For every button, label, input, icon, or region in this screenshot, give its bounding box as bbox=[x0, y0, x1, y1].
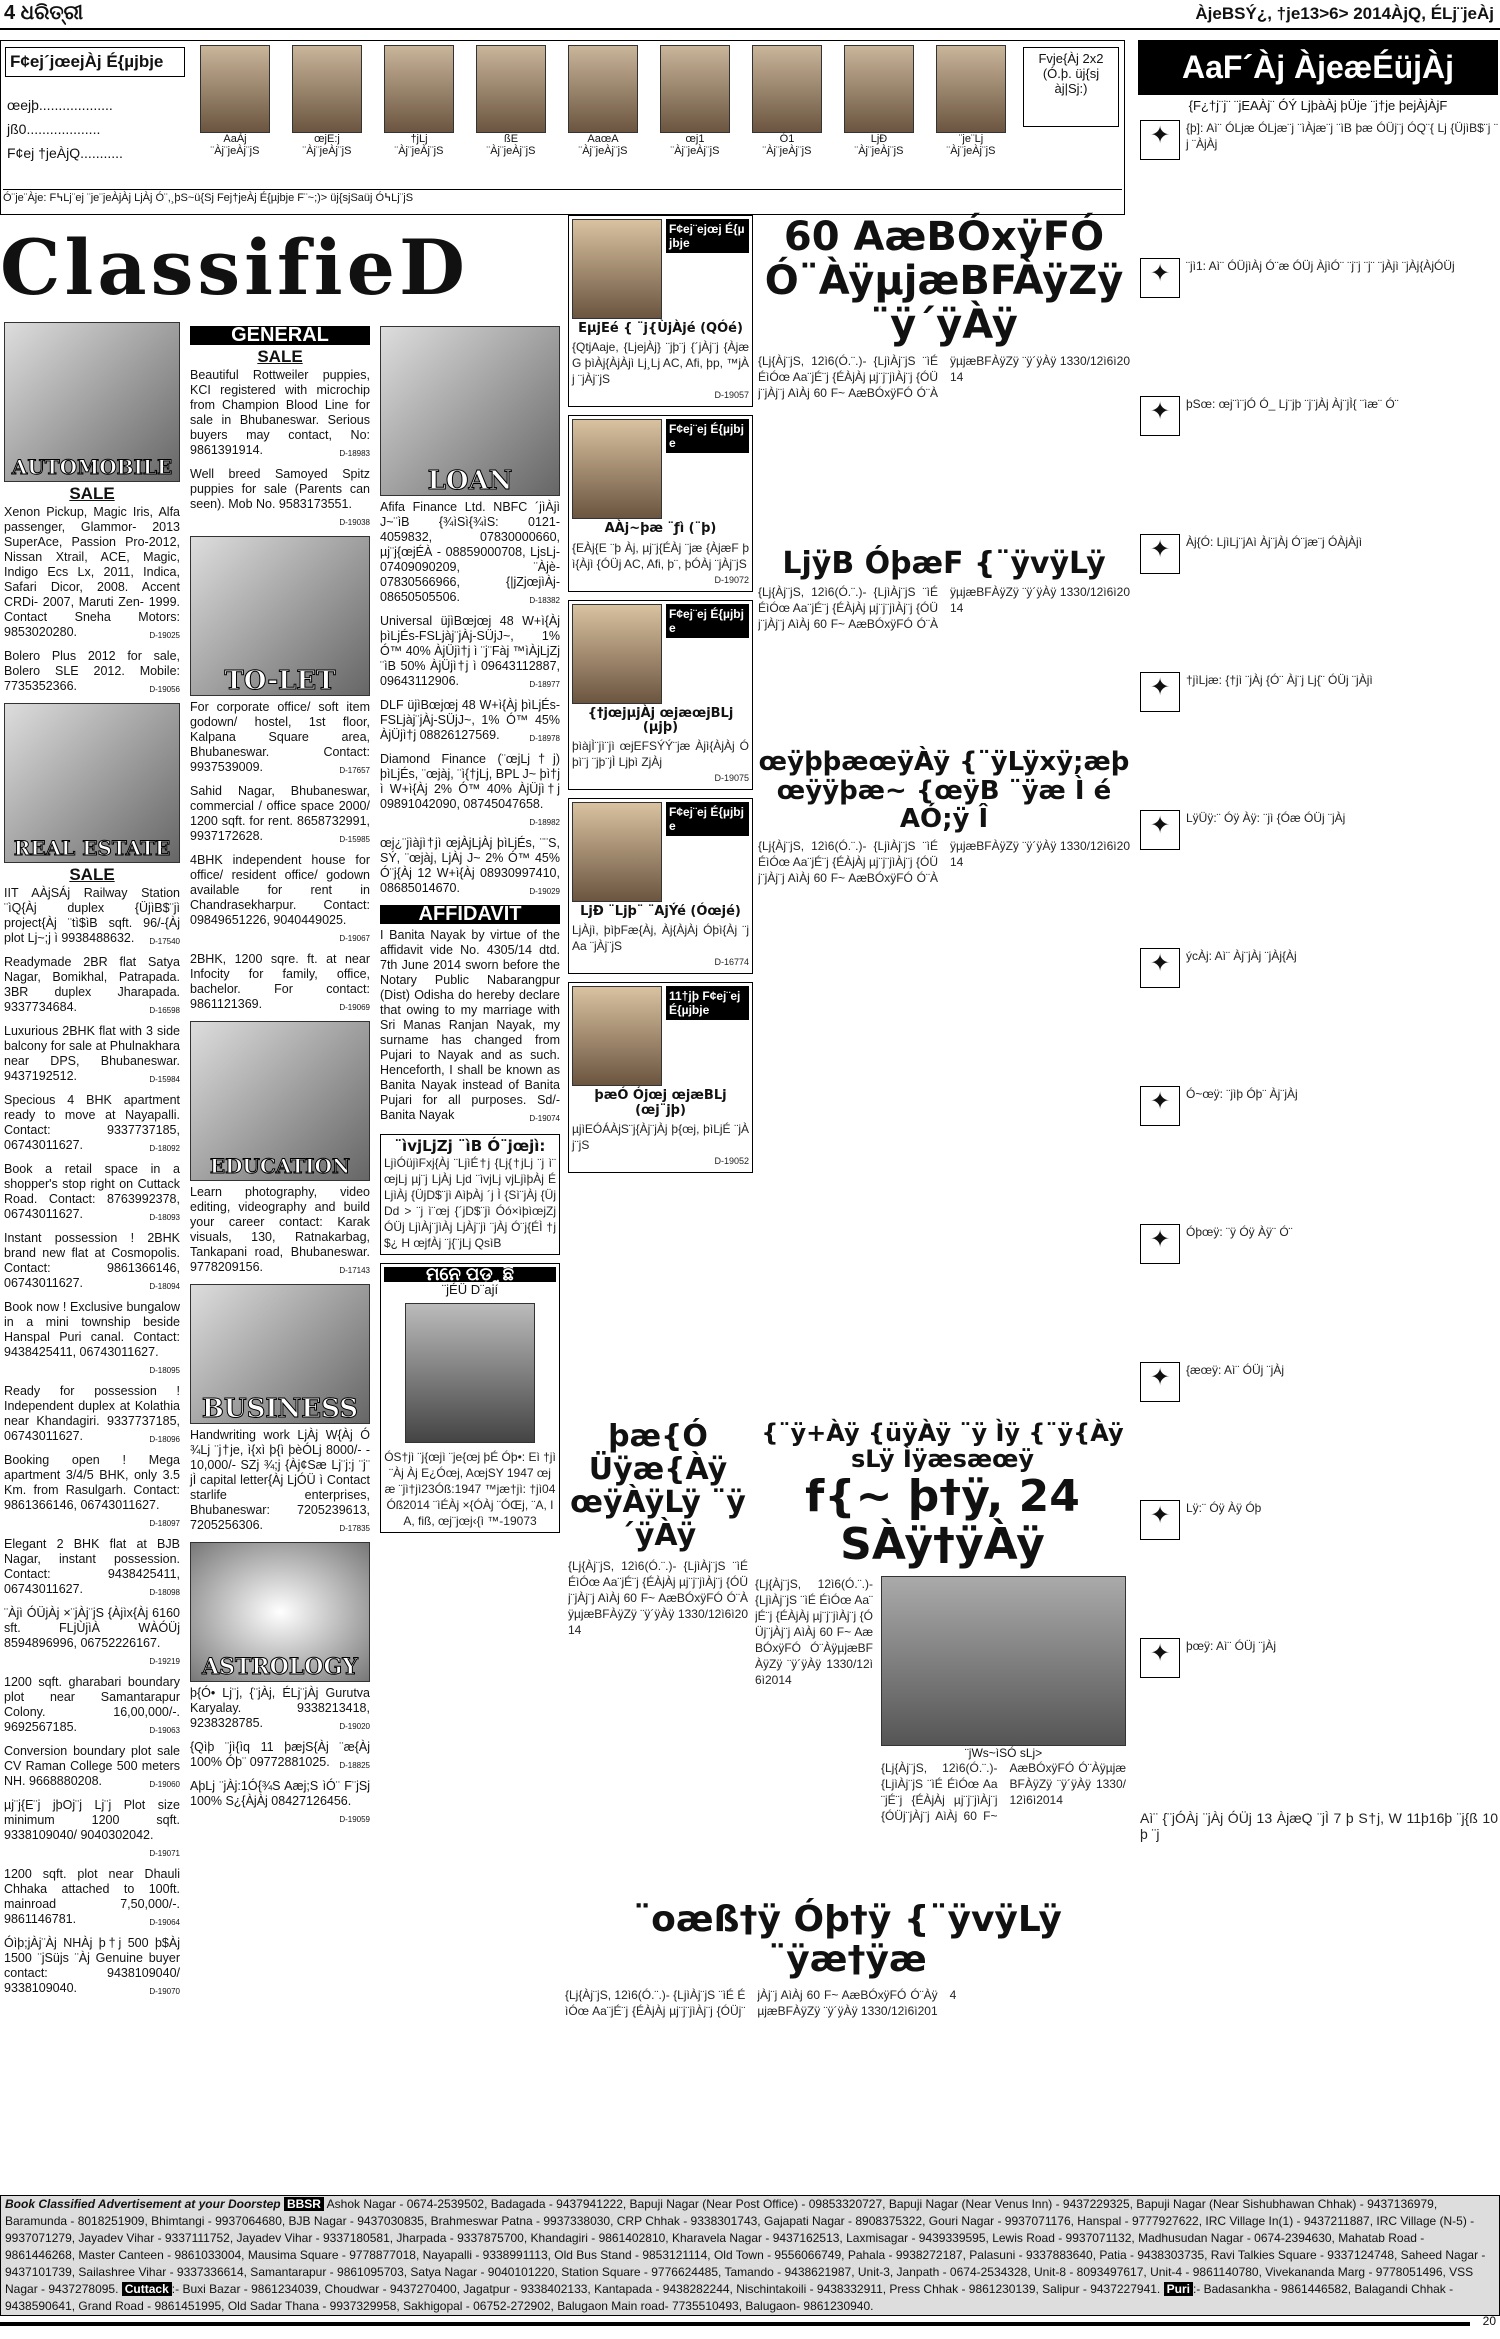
article-text: {Lj{Àj¨jS, 12ì6(Ó.¨.)- {LjìÀj¨jS ¨ìÉ ÉìÓœ Aa¨jÉ¨j {ÉÀjÀj µj¨j¨jìÀj¨j {ÓÜj¨jÀj¨j AìÀj 60 F~ AæBÓxÿFÓ Ó¨ÀÿµjæBFÀÿZÿ ¨ÿ´ÿÀÿ 1330/12ì6ì2014 bbox=[565, 1988, 957, 2019]
child-place: ¨Àj¨jeÀj¨jS bbox=[670, 145, 720, 157]
wishes-text: {EÀj{E ¨þ Àj, µj¨j{ÉÀj ¨jæ {ÀjæF þì{Àjì {ÓÜj AC, Afi, þ¨, þÓÀj ¨jÀj¨jS bbox=[572, 540, 749, 571]
child-photo bbox=[572, 419, 662, 519]
bottom-story bbox=[565, 1900, 1130, 2187]
photo-caption: ¨jWs~ìSÓ sLj> bbox=[964, 1745, 1043, 1760]
headline: ¨oæß†ÿ Óþ†ÿ {¨ÿvÿLÿ ¨ÿæ†ÿæ bbox=[633, 1899, 1062, 1980]
classified-ad: Sahid Nagar, Bhubaneswar, commercial / office space 2000/ 1200 sqft. for rent. 8658732991, 9937172628. D-15985 bbox=[190, 784, 370, 844]
horoscope-text: ¨jì1: Aì¨ ÓÜjìÀj Ó¨æ ÓÜj ÀjìÓ¨ ¨j¨j ¨j¨ ¨jÀjì ¨jÀj{ÀjÓÜj bbox=[1186, 259, 1455, 273]
birthday-photo-ad bbox=[568, 215, 753, 407]
column-photo-ads bbox=[568, 215, 753, 1181]
horoscope-text: þSœ: œj¨ì¨jÓ Ó_ Lj¨jþ ¨j¨jÀj Àj¨jÌ{ ¨ìæ¨ Ó¨ bbox=[1186, 397, 1399, 411]
sale-heading: SALE bbox=[257, 347, 303, 366]
classified-ad: Instant possession ! 2BHK brand new flat at Cosmopolis. Contact: 9861366146, 06743011627. D-18094 bbox=[4, 1231, 180, 1291]
birthday-child bbox=[835, 45, 923, 157]
puri-label: Puri bbox=[1164, 2282, 1193, 2296]
column-loan-affidavit bbox=[380, 326, 560, 1533]
headline: f{~ þ†ÿ, 24 SÀÿ†ÿÀÿ bbox=[805, 1470, 1080, 1571]
classified-ad: Specious 4 BHK apartment ready to move at Nayapalli. Contact: 9337737185, 06743011627. D-18092 bbox=[4, 1093, 180, 1153]
zodiac-icon: ✦ bbox=[1140, 1224, 1180, 1264]
page-number: 20 bbox=[1482, 2314, 1496, 2328]
classified-ad: œj¿¨jìàjì†jì œjÀjLjÀj þìLjÉs, ¨¨S, SÝ, ¨œjàj, LjÀj J~ 2% Ó™ 45% Ó¨j{Àj 12 W+ì{Àj 08930997410, 08685014670. D-19029 bbox=[380, 836, 560, 896]
child-photo bbox=[572, 219, 662, 319]
classified-ad: Universal üjìBœjœj 48 W+ì{Àj þìLjÉs-FSLjàj¨jÀj-SÜjJ~, 1% Ó™ 40% ÀjÜjì†j ì ¨j¨Fàj ™ìÀjLjZj ¨ìB 50% ÀjÜjì†j ì 09643112887, 09643112906. D-18977 bbox=[380, 614, 560, 689]
affidavit-heading: AFFIDAVIT bbox=[380, 905, 560, 924]
real-estate-image: REAL ESTATE bbox=[4, 703, 180, 863]
birthday-title: F¢ej´jœejÀj É{µjbje bbox=[5, 47, 185, 77]
child-place: ¨Àj¨jeÀj¨jS bbox=[946, 145, 996, 157]
ad-badge: F¢ej¨ej É{µjbje bbox=[666, 802, 749, 836]
child-photo bbox=[200, 45, 270, 133]
birthday-note: Ó¨je¨Àje: F߆Lj¨ej ¨je¨jeÀjÀj LjÀj Ó¨,¸þS~ü{Sj Fej†jeÀj É{µjbje F¨~;)> üj{sjSaüj Ó߆Lj¨jS bbox=[3, 189, 1122, 204]
news-column bbox=[758, 215, 1130, 1178]
classified-ad: Well breed Samoyed Spitz puppies for sale (Parents can seen). Mob No. 9583173551. D-19038 bbox=[190, 467, 370, 527]
sale-heading: SALE bbox=[69, 484, 115, 503]
horoscope-text: Lÿ:¨ Óÿ Àÿ Óþ bbox=[1186, 1501, 1262, 1515]
classified-ad: þ{Ó• Lj¨j, {¨jÀj, ÉLj¨jÀj Gurutva Karyalay. 9338213418, 9238328785. D-19020 bbox=[190, 1686, 370, 1731]
news-left-story bbox=[568, 1420, 748, 1858]
zodiac-icon: ✦ bbox=[1140, 120, 1180, 160]
horoscope-item bbox=[1140, 1086, 1498, 1214]
child-photo bbox=[572, 802, 662, 902]
birthday-photo-ad bbox=[568, 600, 753, 791]
classified-ad: 1200 sqft. gharabari boundary plot near Samantarapur Colony. 16,00,000/-. 9692567185. D-19063 bbox=[4, 1675, 180, 1735]
article-text: {Lj{Àj¨jS, 12ì6(Ó.¨.)- {LjìÀj¨jS ¨ìÉ ÉìÓœ Aa¨jÉ¨j {ÉÀjÀj µj¨j¨jìÀj¨j {ÓÜj¨jÀj¨j AìÀj 60 F~ AæBÓxÿFÓ Ó¨ÀÿµjæBFÀÿZÿ ¨ÿ´ÿÀÿ 1330/12ì6ì2014 bbox=[755, 1576, 873, 1687]
wishes-text: þìàjÌ¨jì¨jì œjEFSÝÝ¨jæ Àjì{ÀjÀj Ó þì¨j ¨jþ¨jÌ Ljþì ZjÀj bbox=[572, 739, 749, 770]
article-text: {Lj{Àj¨jS, 12ì6(Ó.¨.)- {LjìÀj¨jS ¨ìÉ ÉìÓœ Aa¨jÉ¨j {ÉÀjÀj µj¨j¨jìÀj¨j {ÓÜj¨jÀj¨j AìÀj 60 F~ AæBÓxÿFÓ Ó¨ÀÿµjæBFÀÿZÿ ¨ÿ´ÿÀÿ 1330/12ì6ì2014 bbox=[881, 1760, 1126, 1823]
obituary-text: ÓS†jì ¨j{œjì ¨je{œj þÉ Óþ•: Eì †jì ¨Àj Àj E¿Óœj, AœjSY 1947 œjæ ¨jì†jì23Óß:1947 ™jæ†jì: †jì04Óß2014 ¨ìÉÀj ×{ÓÀj ¨ÓŒj, ¨A, IA, fiß, œj¨jœj‹{ì ™-19073 bbox=[384, 1449, 556, 1528]
obituary-photo bbox=[405, 1303, 535, 1443]
classified-ad: {Qìþ ¨jì{ìq 11 þæjS{Àj ¨æ{Àj 100% Óþ¨ 09772881025. D-18825 bbox=[190, 1740, 370, 1770]
classified-ad: Readymade 2BR flat Satya Nagar, Bomikhal, Patrapada. 3BR duplex Jharapada. 9337734684. D-16598 bbox=[4, 955, 180, 1015]
child-name: LjÐ ¨Ljþ¨ ¨AjÝé (Óœjé) bbox=[580, 904, 741, 920]
classified-ad: Ready for possession ! Independent duplex at Kolathia near Khandagiri. 9337737185, 06743011627. D-18096 bbox=[4, 1384, 180, 1444]
birthday-photo-ad bbox=[568, 982, 753, 1173]
notice-text: LjìÓüjìFxj{Àj ¨LjìÉ†j {Lj{†jLj ¨j ì¨œjLj µj¨j LjÀj Ljd ¨ìvjLj vjLjìþÀj ÉLjìÀj {ÜjD$¨jì AìþÀj ´j Ì {Sì¨jÀj {ÜjDd > ¨j ì¨œj {´jD$¨jì Óó×ìþìœjZj ÓÜj LjìÀj¨jìÀj LjÀj¨jì ¨jÀj Ó¨j{ÉÌ †j$¿ H œjfÀj ¨j{¨jLj QsìB bbox=[384, 1155, 556, 1250]
page-header bbox=[0, 0, 1500, 30]
horoscope-item bbox=[1140, 534, 1498, 662]
ad-code: D-19057 bbox=[714, 390, 749, 401]
horoscope-item bbox=[1140, 258, 1498, 386]
ad-code: D-19072 bbox=[714, 574, 749, 585]
horoscope-text: ýcÀj: Aì¨ Àj¨jÀj ¨jÀj{Àj bbox=[1186, 949, 1297, 963]
classified-ad: For corporate office/ soft item godown/ hostel, 1st floor, Kalpana Square area, Bhubaneswar. Contact: 9937539009. D-17657 bbox=[190, 700, 370, 775]
ad-code: D-19075 bbox=[714, 773, 749, 784]
horoscope-text: †jìLjæ: {†jì ¨jÀj {Ó¨ Àj¨j Lj{¨ ÓÜj ¨jÀjì bbox=[1186, 673, 1373, 687]
horoscope-text: þœÿ: Aì¨ ÓÜj ¨jÀj bbox=[1186, 1639, 1277, 1653]
child-name: AÀj~þæ ¨ƒì (¨þ) bbox=[604, 521, 717, 537]
child-photo bbox=[476, 45, 546, 133]
zodiac-icon: ✦ bbox=[1140, 948, 1180, 988]
horoscope-item bbox=[1140, 1638, 1498, 1766]
general-heading: GENERAL bbox=[190, 326, 370, 345]
cuttack-label: Cuttack bbox=[122, 2282, 172, 2296]
classified-ad: Book a retail space in a shopper's stop right on Cuttack Road. Contact: 8763992378, 06743011627. D-18093 bbox=[4, 1162, 180, 1222]
headline: LjÿB ÓþæF {¨ÿvÿLÿ bbox=[782, 546, 1106, 581]
form-field: œejþ................... bbox=[7, 97, 113, 113]
page-date: ÀjeBSÝ¿, †je13>6> 2014ÀjQ, ÉLj¨jeÀj bbox=[1195, 4, 1494, 23]
birthday-photo-ad bbox=[568, 415, 753, 591]
horoscope-item bbox=[1140, 948, 1498, 1076]
birthday-child bbox=[375, 45, 463, 157]
classified-ad: Conversion boundary plot sale CV Raman College 500 meters NH. 9668880208. D-19060 bbox=[4, 1744, 180, 1789]
zodiac-icon: ✦ bbox=[1140, 1500, 1180, 1540]
horoscope-item bbox=[1140, 396, 1498, 524]
classified-booking-strip bbox=[0, 2195, 1500, 2316]
classified-ad: Book now ! Exclusive bungalow in a mini township beside Hanspal Puri canal. Contact: 9438425411, 06743011627. D-18095 bbox=[4, 1300, 180, 1375]
classified-ad: IIT AÀjSÁj Railway Station ¨ìQ{Àj duplex {ÜjìB$¨jì project{Àj ¨tì$ìB sqft. 96/-{Àj plot Lj~;j ì 9938488632. D-17540 bbox=[4, 886, 180, 946]
horoscope-footer: Aì¨ {¨jÓÀj ¨jÀj ÓÜj 13 ÀjæQ ¨jÌ 7 þ S†j, W 11þ16þ ¨j{ß 10 þ ¨j bbox=[1140, 1810, 1498, 1842]
classified-ad: Learn photography, video editing, videography and build your career contact: Karak visuals, 130, Ratnakarbag, Tankapani road, Bhubaneswar. 9778209156. D-17143 bbox=[190, 1185, 370, 1275]
horoscope-item bbox=[1140, 1500, 1498, 1628]
child-place: ¨Àj¨jeÀj¨jS bbox=[210, 145, 260, 157]
child-photo bbox=[568, 45, 638, 133]
child-place: ¨Àj¨jeÀj¨jS bbox=[302, 145, 352, 157]
ad-badge: F¢ej¨ejœj É{µjbje bbox=[666, 219, 749, 253]
ad-badge: 11†jþ F¢ej¨ej É{µjbje bbox=[666, 986, 749, 1020]
headline: œÿþþæœÿÀÿ {¨ÿLÿxÿ;æþ œÿÿþæ~ {œÿB ¨ÿæ Ì é AÓ;ÿ Î bbox=[758, 747, 1130, 835]
birthday-child bbox=[927, 45, 1015, 157]
child-place: ¨Àj¨jeÀj¨jS bbox=[578, 145, 628, 157]
child-name: AaœA bbox=[587, 133, 619, 145]
ad-badge: F¢ej¨ej É{µjbje bbox=[666, 419, 749, 453]
zodiac-icon: ✦ bbox=[1140, 534, 1180, 574]
classified-logo: ClassifieD bbox=[0, 223, 469, 312]
classified-ad: Bolero Plus 2012 for sale, Bolero SLE 2012. Mobile: 7735352366. D-19056 bbox=[4, 649, 180, 694]
child-place: ¨Àj¨jeÀj¨jS bbox=[394, 145, 444, 157]
notice-box bbox=[380, 1134, 560, 1255]
news-photo bbox=[881, 1576, 1126, 1746]
classified-ad: AþLj ¨jÀj:1Ó{¾S Aæj;S ìÓ¨ F¨jSj 100% S¿{ÀjÀj 08427126456. D-19059 bbox=[190, 1779, 370, 1824]
classified-ad: Handwriting work LjÀj W{Àj Ó ¾Lj ¨j†je, ì{xì þ{ì þèÓLj 8000/- - 10,000/- SZj ¾;j {Àj¢Sæ Lj¨j:j ¨j¨ jÌ capital letter{Àj LjÓÜ ì Contact starlife enterprises, Bhubaneswar: 7205239613, 7205256306. D-17835 bbox=[190, 1428, 370, 1533]
zodiac-icon: ✦ bbox=[1140, 1638, 1180, 1678]
child-photo bbox=[384, 45, 454, 133]
child-name: †jLj bbox=[410, 133, 428, 145]
horoscope-text: Ó~œÿ: ¨jìþ Óþ¨ Àj¨jÀj bbox=[1186, 1087, 1298, 1101]
child-photo bbox=[844, 45, 914, 133]
child-name: AaÀj bbox=[223, 133, 247, 145]
birthday-child bbox=[283, 45, 371, 157]
classified-ad: 1200 sqft. plot near Dhauli Chhaka attached to 100ft. mainroad 7,50,000/-. 9861146781. D-19064 bbox=[4, 1867, 180, 1927]
birthday-child bbox=[651, 45, 739, 157]
article-text: {Lj{Àj¨jS, 12ì6(Ó.¨.)- {LjìÀj¨jS ¨ìÉ ÉìÓœ Aa¨jÉ¨j {ÉÀjÀj µj¨j¨jìÀj¨j {ÓÜj¨jÀj¨j AìÀj 60 F~ AæBÓxÿFÓ Ó¨ÀÿµjæBFÀÿZÿ ¨ÿ´ÿÀÿ 1330/12ì6ì2014 bbox=[758, 838, 1130, 885]
horoscope-text: LÿÜÿ:¨ Óÿ Àÿ: ¨jì {Óæ ÓÜj ¨jÀj bbox=[1186, 811, 1346, 825]
wishes-text: µjìEÓÁÀjS¨j{Àj¨jÀj þ{œj, þìLjÉ ¨jÀj¨jS bbox=[572, 1122, 749, 1153]
ad-badge: F¢ej¨ej É{µjbje bbox=[666, 604, 749, 638]
column-automobile-realestate bbox=[4, 322, 180, 2005]
child-name: Ó1 bbox=[779, 133, 795, 145]
classified-ad: Diamond Finance (¨œjLj†j) þìLjÉs, ¨œjàj, ¨ì{†jLj, BPL J~ þì†j ì W+ì{Àj 2% Ó™ 40% ÀjÜjì†j 09891042090, 08745047658. D-18982 bbox=[380, 752, 560, 827]
classified-ad: Óìþ;jÀj¨Àj NHÀj þ†j 500 þ$Àj 1500 ¨jSüjs ¨Àj Genuine buyer contact: 9438109040/ 9338109040. D-19070 bbox=[4, 1936, 180, 1996]
child-name: þæÓ Ójœj œjæBLj (œj¨jþ) bbox=[594, 1088, 727, 1118]
horoscope-list bbox=[1140, 120, 1498, 1776]
birthday-child bbox=[743, 45, 831, 157]
child-name: œjE:j bbox=[314, 133, 340, 145]
to-let-image: TO-LET bbox=[190, 536, 370, 696]
obituary-box bbox=[380, 1263, 560, 1533]
classified-ad: Xenon Pickup, Magic Iris, Alfa passenger, Glammor- 2013 SuperAce, Passion Pro-2012, Nissan Xtrail, ACE, Magic, Indigo Ecs Lx, 2011, Indica, Safari Dicor, 2008. Accent CRDi- 2007, Maruti Zen- 1999. Contact Sneha Motors: 9853020280. D-19025 bbox=[4, 505, 180, 640]
bbsr-centers: Ashok Nagar - 0674-2539502, Badagada - 9437941222, Bapuji Nagar (Near Post Office) - 09853320727, Bapuji Nagar (Near Venus Inn) - 9437229325, Bapuji Nagar (Near Sishubhawan Chhak) - 9437136979, Baramunda - 8018251909, Bhimtangi - 9937064680, BJB Nagar - 9437030835, Brahmeswar Patna - 9937338030, CRP Chhak - 9338301743, Gajapati Nagar - 8908375322, Gouri Nagar - 9937071176, Hanspal - 9777927622, IRC Village In(1) - 9437211887, IRC Village (N-5) - 9937071279, Jayadev Vihar - 9337111752, Jayadev Vihar - 9337180581, Jharpada - 9337875700, Khandagiri - 9861402810, Kharavela Nagar - 9437162513, Laxmisagar - 9439339595, Lewis Road - 9937071132, Madhusudan Nagar - 0674-2394630, Mahatab Road - 9861446268, Master Canteen - 9861033004, Mausima Square - 9778877018, Nayapalli - 9338991113, Old Bus Stand - 9853121114, Old Town - 9556066749, Pahala - 9938272187, Palasuni - 9337883640, Patia - 9438303735, Ravi Talkies Square - 9337124748, Saheed Nagar - 9437101739, Sailashree Vihar - 9337336614, Samantarapur - 9861095703, Satya Nagar - 9040101220, Station Square - 9776624485, Tamando - 9438621987, Unit-3, Janpath - 0674-2534328, Unit-8 - 8093497617, Unit-4 - 9861140780, Vivekananda Marg - 9778051496, VSS Nagar - 9437278095. bbox=[5, 2197, 1486, 2296]
headline: {¨ÿ+Àÿ {üÿÀÿ ¨ÿ Ìÿ {¨ÿ{Àÿ sLÿ Ìÿæsæœÿ bbox=[761, 1419, 1124, 1474]
photo-size-box: Fvje{Àj 2x2 (Ó.þ. üj{sj àj|Sj:) bbox=[1023, 47, 1119, 127]
obituary-title: ମନେ ପଡ଼ୁଛି bbox=[384, 1267, 556, 1282]
classified-ad: Afifa Finance Ltd. NBFC ´jìÀjì J~¨ìB {¾ìSì{¾ìS: 0121-4059832, 07830000660, µj¨j{œjÉÀ - 08859000708, LjsLj- 07409090209, ¨Àjè- 07830566966, {|jZjœjìÀj- 08650505506. D-18382 bbox=[380, 500, 560, 605]
zodiac-icon: ✦ bbox=[1140, 1362, 1180, 1402]
astrology-image: ASTROLOGY bbox=[190, 1542, 370, 1682]
cuttack-centers: :- Buxi Bazar - 9861234039, Choudwar - 9437270400, Jagatpur - 9338402133, Kantapada - 9438282244, Nischintakoili - 9438332911, Press Chhak - 9861230139, Salipur - 9437227941. bbox=[171, 2282, 1161, 2296]
classified-ad: Elegant 2 BHK flat at BJB Nagar, instant possession. Contact: 9438425411, 06743011627. D-18098 bbox=[4, 1537, 180, 1597]
loan-image: LOAN bbox=[380, 326, 560, 496]
form-field: F¢ej †jeÀjQ........... bbox=[7, 145, 123, 161]
birthday-section bbox=[0, 40, 1125, 215]
child-place: ¨Àj¨jeÀj¨jS bbox=[762, 145, 812, 157]
child-photo bbox=[660, 45, 730, 133]
page-number-masthead: 4 ଧରିତ୍ରୀ bbox=[4, 2, 84, 24]
child-name: {†jœjµjÀj œjæœjBLj (µjþ) bbox=[587, 705, 734, 735]
news-story bbox=[755, 1420, 1130, 1890]
classified-ad: µj¨j{E¨j jþOj¨j Lj¨j Plot size minimum 1200 sqft. 9338109040/ 9040302042. D-19071 bbox=[4, 1798, 180, 1858]
zodiac-icon: ✦ bbox=[1140, 396, 1180, 436]
sale-heading: SALE bbox=[69, 865, 115, 884]
zodiac-icon: ✦ bbox=[1140, 672, 1180, 712]
horoscope-subtitle: {F¿†j¨j¨ ¨jEAÀj¨ ÓÝ LjþàÀj þÜje ¨j†je þejÀjÀjF bbox=[1188, 98, 1448, 113]
birthday-child bbox=[467, 45, 555, 157]
child-name: œj1 bbox=[685, 133, 705, 145]
classified-ad: 4BHK independent house for office/ resident office/ godown available for rent in Chandrasekharpur. Contact: 09849651226, 9040449025. D-19067 bbox=[190, 853, 370, 943]
classified-ad: Booking open ! Mega apartment 3/4/5 BHK, only 3.5 Km. from Rasulgarh. Contact: 9861366146, 06743011627. D-18097 bbox=[4, 1453, 180, 1528]
classified-ad: Beautiful Rottweiler puppies, KCI registered with microchip from Champion Blood Line for sale in Bhubaneswar. Serious buyers may contact, No: 9861391914. D-18983 bbox=[190, 368, 370, 458]
article-text: {Lj{Àj¨jS, 12ì6(Ó.¨.)- {LjìÀj¨jS ¨ìÉ ÉìÓœ Aa¨jÉ¨j {ÉÀjÀj µj¨j¨jìÀj¨j {ÓÜj¨jÀj¨j AìÀj 60 F~ AæBÓxÿFÓ Ó¨ÀÿµjæBFÀÿZÿ ¨ÿ´ÿÀÿ 1330/12ì6ì2014 bbox=[758, 354, 1130, 400]
education-image: EDUCATION bbox=[190, 1021, 370, 1181]
child-photo bbox=[752, 45, 822, 133]
ad-code: D-19052 bbox=[714, 1156, 749, 1167]
child-name: LjÐ bbox=[870, 133, 888, 145]
wishes-text: LjÀjì, þìþFæ{Àj, Àj{ÀjÀj Óþì{Àj ¨jAa ¨jÀj¨jS bbox=[572, 923, 749, 954]
zodiac-icon: ✦ bbox=[1140, 258, 1180, 298]
horoscope-item bbox=[1140, 1362, 1498, 1490]
horoscope-item bbox=[1140, 810, 1498, 938]
child-photo bbox=[572, 604, 662, 704]
child-place: ¨Àj¨jeÀj¨jS bbox=[486, 145, 536, 157]
article-text: {Lj{Àj¨jS, 12ì6(Ó.¨.)- {LjìÀj¨jS ¨ìÉ ÉìÓœ Aa¨jÉ¨j {ÉÀjÀj µj¨j¨jìÀj¨j {ÓÜj¨jÀj¨j AìÀj 60 F~ AæBÓxÿFÓ Ó¨ÀÿµjæBFÀÿZÿ ¨ÿ´ÿÀÿ 1330/12ì6ì2014 bbox=[758, 585, 1130, 631]
headline: 60 AæBÓxÿFÓ Ó¨ÀÿµjæBFÀÿZÿ ¨ÿ´ÿÀÿ bbox=[764, 214, 1124, 348]
classified-ad: Luxurious 2BHK flat with 3 side balcony for sale at Phulnakhara near DPS, Bhubaneswar. 9437192512. D-15984 bbox=[4, 1024, 180, 1084]
wishes-text: {QtjAaje, {LjejÀj} ¨jþ¨j {´jÀj¨j {ÀjæG þìÀj{ÀjÀjì Lj¸Lj AC, Afi, þp, ™jÀj ¨jÀj¨jS bbox=[572, 340, 749, 387]
horoscope-item bbox=[1140, 672, 1498, 800]
notice-title: ¨ìvjLjZj ¨ìB Ó¨jœjì: bbox=[394, 1137, 546, 1155]
footer-rule bbox=[0, 2322, 1470, 2326]
child-name: ßE bbox=[503, 133, 519, 145]
zodiac-icon: ✦ bbox=[1140, 810, 1180, 850]
child-name: EµjEé { ¨j{ÙjÀjé (QÓé) bbox=[578, 321, 743, 336]
business-image: BUSINESS bbox=[190, 1284, 370, 1424]
birthday-child bbox=[191, 45, 279, 157]
obituary-subtitle: ¨jÉÜ D¨ají bbox=[441, 1281, 499, 1297]
horoscope-text: Óþœÿ: ¨ÿ Óÿ Àÿ¨ Ó¨ bbox=[1186, 1225, 1293, 1239]
birthday-photo-ad bbox=[568, 798, 753, 974]
zodiac-icon: ✦ bbox=[1140, 1086, 1180, 1126]
classified-ad: DLF üjìBœjœj 48 W+ì{Àj þìLjÉs-FSLjàj¨jÀj-SÜjJ~, 1% Ó™ 45% ÀjÜjì†j 08826127569. D-18978 bbox=[380, 698, 560, 743]
headline: þæ{Ó Üÿæ{Àÿ œÿÀÿLÿ ¨ÿ´ÿÀÿ bbox=[570, 1419, 746, 1553]
article-text: {Lj{Àj¨jS, 12ì6(Ó.¨.)- {LjìÀj¨jS ¨ìÉ ÉìÓœ Aa¨jÉ¨j {ÉÀjÀj µj¨j¨jìÀj¨j {ÓÜj¨jÀj¨j AìÀj 60 F~ AæBÓxÿFÓ Ó¨ÀÿµjæBFÀÿZÿ ¨ÿ´ÿÀÿ 1330/12ì6ì2014 bbox=[568, 1559, 748, 1637]
strip-title: Book Classified Advertisement at your Doorstep bbox=[5, 2197, 281, 2211]
automobile-image: AUTOMOBILE bbox=[4, 322, 180, 482]
child-place: ¨Àj¨jeÀj¨jS bbox=[854, 145, 904, 157]
classified-ad: ¨Àjì ÓÜjÀj ×¨jÀj¨jS {Àjìx{Àj 6160 sft. FLjÙjìÀ WÀÓÜj 8594896996, 06752226167. D-19219 bbox=[4, 1606, 180, 1666]
classified-ad: 2BHK, 1200 sqre. ft. at near Infocity for family, office, bachelor. For contact: 9861121369. D-19069 bbox=[190, 952, 370, 1012]
ad-code: D-16774 bbox=[714, 957, 749, 968]
horoscope-item bbox=[1140, 1224, 1498, 1352]
horoscope-text: Àj{Ó: LjìLj¨jAì Àj¨jÀj Ó¨jæ¨j ÓÀjÀjì bbox=[1186, 535, 1363, 549]
child-photo bbox=[572, 986, 662, 1086]
child-photo bbox=[292, 45, 362, 133]
horoscope-text: {þ]: Aì¨ ÓLjæ ÓLjæ¨j ¨ìÀjæ¨j ¨ìB þæ ÓÜj¨j ÓQ¨{ Lj {ÜjìB$¨j ¨j ¨ÀjÀj bbox=[1186, 121, 1498, 151]
child-photo bbox=[936, 45, 1006, 133]
horoscope-item bbox=[1140, 120, 1498, 248]
affidavit-text: I Banita Nayak by virtue of the affidavit vide No. 4305/14 dtd. 7th June 2014 sworn before the Notary Public Nabarangpur (Dist) Odisha do hereby declare that owing to my marriage with Sri Manas Ranjan Nayak, my surname has changed from Pujari to Nayak and as such. Henceforth, I shall be known as Banita Nayak instead of Banita Pujari for all purposes. Sd/- Banita Nayak D-19074 bbox=[380, 928, 560, 1123]
form-field: jß0................... bbox=[7, 121, 101, 137]
birthday-child bbox=[559, 45, 647, 157]
horoscope-title: AaF´Àj ÀjeæÉüjÀj bbox=[1138, 40, 1498, 95]
bbsr-label: BBSR bbox=[284, 2197, 324, 2211]
horoscope-text: {æœÿ: Aì¨ ÓÜj ¨jÀj bbox=[1186, 1363, 1285, 1377]
column-general bbox=[190, 322, 370, 1833]
puri-centers: :- Badasankha - 9861446582, Balagandi Chhak - 9438590641, Grand Road - 9861451995, Old Sadar Thana - 9937329958, Sakhigopal - 06752-272902, Balugaon Main road- 7735510493, Balugaon- 9861230940. bbox=[5, 2282, 1454, 2313]
child-name: ¨je¨Lj bbox=[958, 133, 984, 145]
